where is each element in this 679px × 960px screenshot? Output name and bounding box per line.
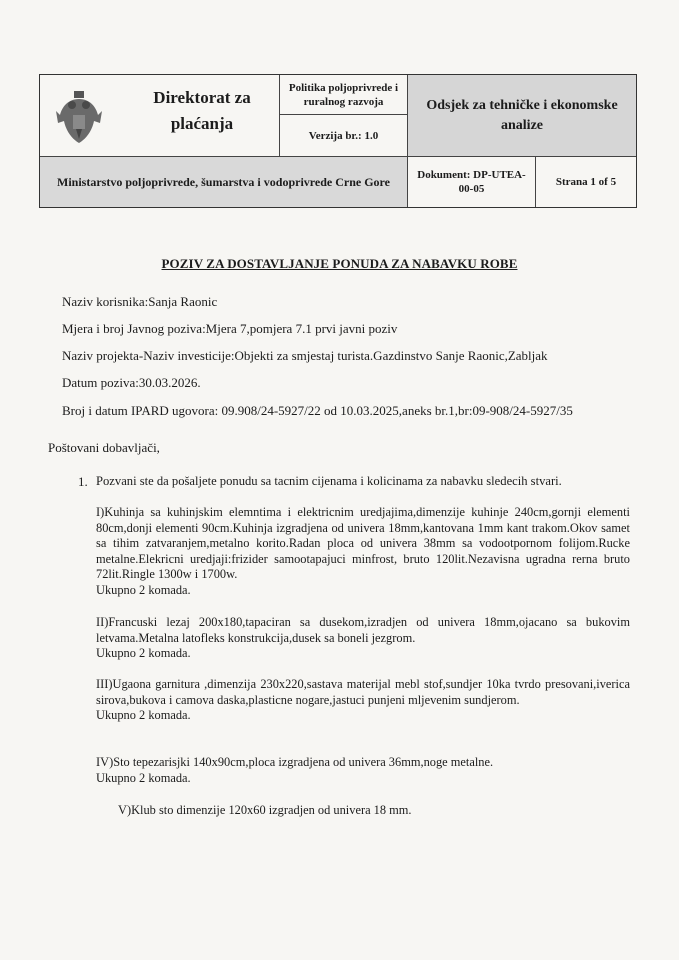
page-number: Strana 1 of 5 <box>555 176 617 188</box>
intro-number: 1. <box>78 474 88 489</box>
item-total: Ukupno 2 komada. <box>96 770 191 785</box>
item-total: Ukupno 2 komada. <box>96 708 191 722</box>
item-text: IV)Sto tepezarisjki 140x90cm,ploca izgradjena od univera 36mm,noge metalne. <box>96 755 494 769</box>
directorate-title: Direktorat za plaćanja <box>153 88 251 133</box>
contract-line: Broj i datum IPARD ugovora: 09.908/24-5927/22 od 10.03.2025,aneks br.1,br:09-908/24-5927/35 <box>62 403 573 418</box>
department-label: Odsjek za tehničke i ekonomske analize <box>408 75 636 157</box>
item-kitchen <box>96 505 630 598</box>
user-name: Naziv korisnika:Sanja Raonic <box>62 294 218 309</box>
item-text: III)Ugaona garnitura ,dimenzija 230x220,sastava materijal mebl stof,sundjer 10ka tvrdo presovani,iverica sirova,bukova i camova daska,plasticne nogare,jastuci punjeni mljevenim sundjerom. <box>96 677 630 707</box>
document-code: Dokument: DP-UTEA-00-05 <box>408 157 536 207</box>
item-dining-table <box>96 755 630 786</box>
item-text: II)Francuski lezaj 200x180,tapaciran sa dusekom,izradjen od univera 18mm,ojacano sa bukovim letvama.Metalna latofleks konstrukcija,dusek sa boneli jezgrom. <box>96 615 630 645</box>
project-line: Naziv projekta-Naziv investicije:Objekti za smjestaj turista.Gazdinstvo Sanje Raonic,Zabljak <box>62 348 548 363</box>
item-bed <box>96 615 630 662</box>
intro-text: Pozvani ste da pošaljete ponudu sa tacnim cijenama i kolicinama za nabavku sledecih stvari. <box>96 474 562 488</box>
ministry-label: Ministarstvo poljoprivrede, šumarstva i vodoprivrede Crne Gore <box>40 157 408 207</box>
date-line: Datum poziva:30.03.2026. <box>62 375 201 390</box>
item-text: V)Klub sto dimenzije 120x60 izgradjen od univera 18 mm. <box>118 803 412 817</box>
item-club-table <box>118 803 630 819</box>
document-title: POZIV ZA DOSTAVLJANJE PONUDA ZA NABAVKU ROBE <box>161 256 518 271</box>
item-text: I)Kuhinja sa kuhinjskim elemntima i elektricnim uredjajima,dimenzije kuhinje 240cm,gornji elementi 80cm,donji elementi 90cm.Kuhinja izgradjena od univera 18mm,kantovana 1mm kant trakom.Okov samet sa tihim zatvaranjem,metalno korito.Radan ploca od univera 38mm sa vodootpornom folijom.Rucke metalne.Elekricni uredjaji:frizider samootapajuci minfrost, bruto 120lit.Nezavisna ugradna rerna bruto 72lit.Ringle 1300w i 1700w. <box>96 505 630 581</box>
item-corner-sofa <box>96 677 630 724</box>
version-label: Verzija br.: 1.0 <box>280 115 408 157</box>
directorate-cell <box>40 75 280 157</box>
item-total: Ukupno 2 komada. <box>96 582 191 597</box>
policy-label: Politika poljoprivrede i ruralnog razvoja <box>280 75 408 115</box>
header-table <box>39 74 637 208</box>
montenegro-coat-of-arms-icon <box>54 89 104 145</box>
greeting: Poštovani dobavljači, <box>48 440 160 455</box>
item-total: Ukupno 2 komada. <box>96 646 191 660</box>
measure-line: Mjera i broj Javnog poziva:Mjera 7,pomjera 7.1 prvi javni poziv <box>62 321 398 336</box>
